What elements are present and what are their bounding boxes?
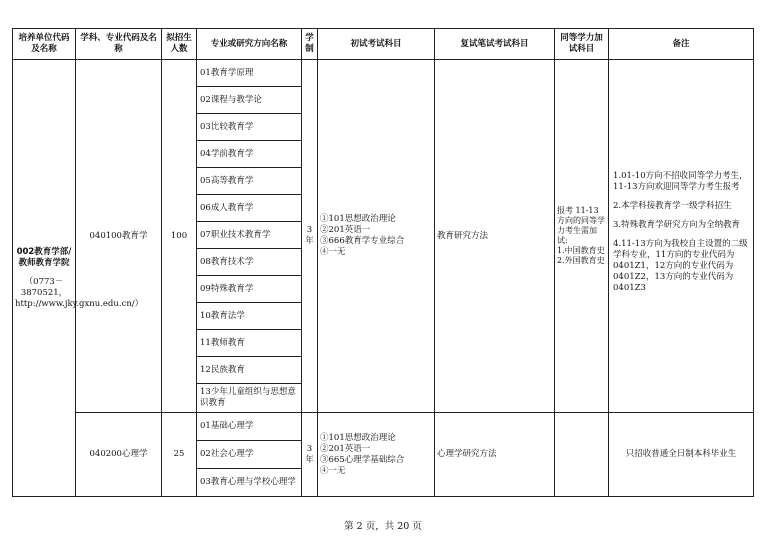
header-direction: 专业或研究方向名称	[197, 29, 302, 60]
table-row	[13, 413, 754, 441]
exam-cell	[318, 60, 435, 413]
direction-cell: 12民族教育	[197, 357, 302, 384]
note-item: 3.特殊教育学研究方向为全纳教育	[613, 219, 741, 230]
header-major: 学科、专业代码及名称	[76, 29, 162, 60]
page-footer: 第 2 页，共 20 页	[344, 521, 422, 532]
direction-cell: 09特殊教育学	[197, 276, 302, 303]
exam-subject: ③666教育学专业综合	[320, 236, 405, 246]
equal-cell	[555, 60, 609, 413]
equal-subject: 2.外国教育史	[557, 256, 605, 265]
header-quota: 拟招生人数	[162, 29, 197, 60]
header-equal: 同等学力加试科目	[555, 29, 609, 60]
note-item: 2.本学科接教育学一级学科招生	[613, 200, 732, 211]
quota-cell: 100	[162, 60, 197, 413]
major-cell: 040100教育学	[76, 60, 162, 413]
notes-cell	[609, 60, 754, 413]
direction-cell: 03教育心理与学校心理学	[197, 469, 302, 497]
retest-cell: 教育研究方法	[435, 60, 555, 413]
years-cell: 3年	[302, 413, 318, 497]
note-item: 4.11-13方向为我校自主设置的二级学科专业，11方向的专业代码为0401Z1，12方向的专业代码为0401Z2，13方向的专业代码为0401Z3	[613, 238, 748, 293]
direction-cell: 01教育学原理	[197, 60, 302, 87]
direction-cell: 08教育技术学	[197, 249, 302, 276]
quota-cell: 25	[162, 413, 197, 497]
exam-subject: ①101思想政治理论	[320, 214, 396, 224]
direction-cell: 01基础心理学	[197, 413, 302, 441]
note-item: 1.01-10方向不招收同等学力考生，11-13方向欢迎同等学力考生报考	[613, 170, 748, 192]
notes-cell: 只招收普通全日制本科毕业生	[609, 413, 754, 497]
exam-subject: ④一无	[320, 247, 346, 257]
direction-cell: 11教师教育	[197, 330, 302, 357]
header-unit: 培养单位代码及名称	[13, 29, 76, 60]
direction-cell: 03比较教育学	[197, 114, 302, 141]
admission-table	[12, 28, 754, 497]
unit-name: 002教育学部/教师教育学院	[16, 246, 72, 268]
direction-cell: 05高等教育学	[197, 168, 302, 195]
table-row	[13, 60, 754, 87]
header-retest: 复试笔试考试科目	[435, 29, 555, 60]
years-cell: 3年	[302, 60, 318, 413]
exam-subject: ②201英语一	[320, 443, 371, 454]
direction-cell: 13少年儿童组织与思想意识教育	[197, 384, 302, 413]
equal-cell	[555, 413, 609, 497]
exam-subject: ①101思想政治理论	[320, 432, 396, 443]
direction-cell: 04学前教育学	[197, 141, 302, 168]
direction-cell: 10教育法学	[197, 303, 302, 330]
exam-subject: ②201英语一	[320, 225, 371, 235]
retest-cell: 心理学研究方法	[435, 413, 555, 497]
equal-note: 报考 11-13方向的同等学力考生需加试:	[557, 206, 605, 245]
header-row	[13, 29, 754, 60]
equal-subject: 1.中国教育史	[557, 246, 605, 255]
exam-subject: ④一无	[320, 465, 346, 476]
header-exam: 初试考试科目	[318, 29, 435, 60]
direction-cell: 02社会心理学	[197, 441, 302, 469]
header-years: 学制	[302, 29, 318, 60]
unit-contact: （0773－3870521，http://www.jky.gxnu.edu.cn/）	[15, 276, 144, 309]
direction-cell: 07职业技术教育学	[197, 222, 302, 249]
header-notes: 备注	[609, 29, 754, 60]
major-cell: 040200心理学	[76, 413, 162, 497]
exam-subject: ③665心理学基础综合	[320, 454, 405, 465]
direction-cell: 06成人教育学	[197, 195, 302, 222]
exam-cell	[318, 413, 435, 497]
direction-cell: 02课程与教学论	[197, 87, 302, 114]
